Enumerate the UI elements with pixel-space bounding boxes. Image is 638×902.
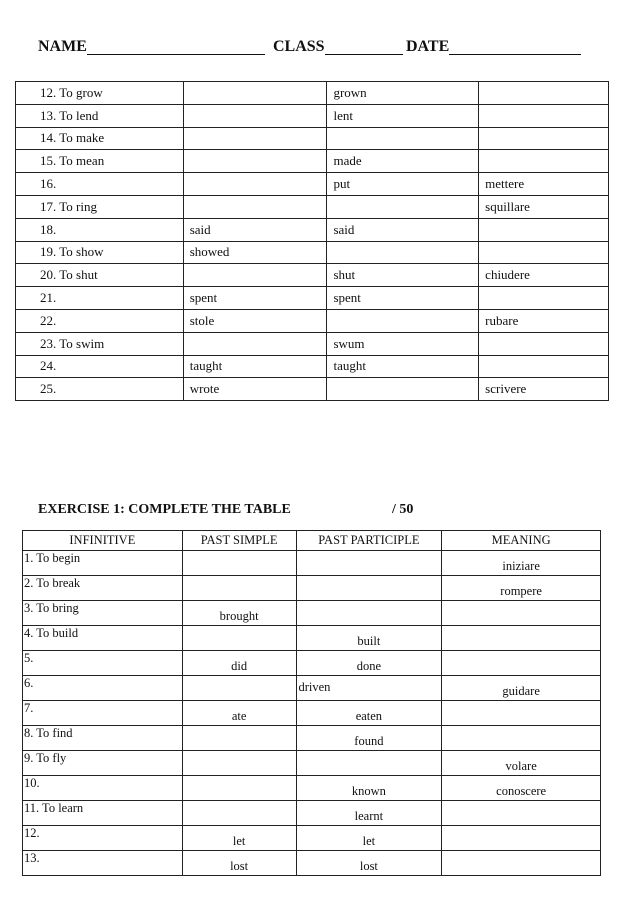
table-cell — [182, 576, 296, 601]
table-cell — [183, 82, 327, 105]
header-past-simple: PAST SIMPLE — [182, 531, 296, 551]
table-cell: did — [182, 651, 296, 676]
table-row — [23, 801, 601, 826]
table-cell: taught — [183, 355, 327, 378]
table-row — [23, 851, 601, 876]
table-cell: said — [183, 218, 327, 241]
table-cell: 17. To ring — [16, 195, 184, 218]
table-cell: 9. To fly — [23, 751, 183, 776]
table-row — [23, 751, 601, 776]
table-cell: 16. — [16, 173, 184, 196]
table-cell — [182, 626, 296, 651]
name-label: NAME — [38, 38, 87, 55]
table-cell — [479, 218, 609, 241]
table-row — [16, 355, 609, 378]
table-cell: put — [327, 173, 479, 196]
table-cell: 4. To build — [23, 626, 183, 651]
table-cell — [183, 195, 327, 218]
table-cell: let — [182, 826, 296, 851]
table-cell: let — [296, 826, 442, 851]
table-cell — [479, 82, 609, 105]
name-field — [38, 38, 87, 56]
table-cell: volare — [442, 751, 601, 776]
table-cell: 6. — [23, 676, 183, 701]
table-cell: scrivere — [479, 378, 609, 401]
table-cell: said — [327, 218, 479, 241]
table-cell: brought — [182, 601, 296, 626]
table-cell — [182, 676, 296, 701]
table-cell: 11. To learn — [23, 801, 183, 826]
table-cell: 21. — [16, 287, 184, 310]
table-cell: 3. To bring — [23, 601, 183, 626]
table-row — [23, 626, 601, 651]
table-cell: lost — [182, 851, 296, 876]
table-cell: 19. To show — [16, 241, 184, 264]
table-cell: stole — [183, 309, 327, 332]
table-cell — [442, 801, 601, 826]
table-row — [23, 651, 601, 676]
table-row — [16, 264, 609, 287]
table-cell — [479, 332, 609, 355]
header-infinitive: INFINITIVE — [23, 531, 183, 551]
table-cell: driven — [296, 676, 442, 701]
table-cell — [296, 551, 442, 576]
exercise-header-row — [23, 531, 601, 551]
table-cell — [479, 104, 609, 127]
table-cell: 24. — [16, 355, 184, 378]
table-cell: 22. — [16, 309, 184, 332]
class-blank-line — [325, 38, 403, 55]
table-cell: grown — [327, 82, 479, 105]
table-cell: 20. To shut — [16, 264, 184, 287]
table-cell — [183, 173, 327, 196]
table-cell: 7. — [23, 701, 183, 726]
table-cell: 10. — [23, 776, 183, 801]
table-cell — [296, 751, 442, 776]
table-cell — [327, 241, 479, 264]
exercise-table — [22, 530, 601, 876]
table-row — [16, 218, 609, 241]
table-cell — [479, 355, 609, 378]
table-cell: 15. To mean — [16, 150, 184, 173]
table-cell: chiudere — [479, 264, 609, 287]
table-cell: built — [296, 626, 442, 651]
table-row — [16, 173, 609, 196]
table-cell — [479, 127, 609, 150]
exercise-score: / 50 — [392, 502, 414, 517]
table-row — [16, 241, 609, 264]
table-cell: 14. To make — [16, 127, 184, 150]
table-cell — [479, 287, 609, 310]
table-cell — [183, 332, 327, 355]
table-cell: 1. To begin — [23, 551, 183, 576]
table-cell — [442, 826, 601, 851]
table-cell: 8. To find — [23, 726, 183, 751]
table-row — [16, 195, 609, 218]
table-cell: 25. — [16, 378, 184, 401]
table-cell: shut — [327, 264, 479, 287]
table-cell: found — [296, 726, 442, 751]
table-row — [23, 551, 601, 576]
table-cell: eaten — [296, 701, 442, 726]
table-cell — [442, 851, 601, 876]
table-cell: conoscere — [442, 776, 601, 801]
table-cell — [327, 127, 479, 150]
date-label: DATE — [406, 38, 450, 55]
table-row — [16, 150, 609, 173]
table-cell — [442, 701, 601, 726]
date-blank-line — [449, 38, 581, 55]
table-row — [23, 576, 601, 601]
table-cell — [182, 776, 296, 801]
table-cell — [327, 378, 479, 401]
table-row — [23, 601, 601, 626]
verbs-table-continued — [15, 81, 609, 401]
table-row — [23, 701, 601, 726]
table-cell: spent — [327, 287, 479, 310]
table-row — [16, 127, 609, 150]
table-cell — [327, 309, 479, 332]
table-cell — [182, 551, 296, 576]
table-cell: 23. To swim — [16, 332, 184, 355]
table-row — [16, 332, 609, 355]
table-cell — [182, 801, 296, 826]
table-cell: 18. — [16, 218, 184, 241]
table-row — [23, 826, 601, 851]
name-blank-line — [87, 38, 265, 55]
table-cell: ate — [182, 701, 296, 726]
table-cell: mettere — [479, 173, 609, 196]
table-cell: made — [327, 150, 479, 173]
table-cell: 12. To grow — [16, 82, 184, 105]
table-cell — [442, 626, 601, 651]
table-cell — [183, 127, 327, 150]
table-row — [16, 309, 609, 332]
table-cell — [183, 104, 327, 127]
table-cell: wrote — [183, 378, 327, 401]
table-cell: rompere — [442, 576, 601, 601]
table-cell: 2. To break — [23, 576, 183, 601]
table-cell — [183, 150, 327, 173]
table-cell — [327, 195, 479, 218]
table-row — [16, 82, 609, 105]
class-label: CLASS — [273, 38, 325, 55]
table-cell — [479, 241, 609, 264]
table-cell: learnt — [296, 801, 442, 826]
table-row — [23, 726, 601, 751]
table-cell: squillare — [479, 195, 609, 218]
table-cell: 12. — [23, 826, 183, 851]
exercise-title-block — [38, 502, 414, 518]
table-cell — [442, 726, 601, 751]
date-field — [406, 38, 449, 56]
table-row — [16, 287, 609, 310]
table-cell: spent — [183, 287, 327, 310]
table-cell: iniziare — [442, 551, 601, 576]
header-meaning: MEANING — [442, 531, 601, 551]
table-cell: rubare — [479, 309, 609, 332]
table-cell: lent — [327, 104, 479, 127]
table-cell — [182, 726, 296, 751]
table-cell — [442, 601, 601, 626]
table-cell — [479, 150, 609, 173]
table-row — [16, 104, 609, 127]
table-cell: showed — [183, 241, 327, 264]
table-cell: swum — [327, 332, 479, 355]
table-cell — [296, 576, 442, 601]
table-cell — [442, 651, 601, 676]
table-cell: guidare — [442, 676, 601, 701]
table-cell: known — [296, 776, 442, 801]
table-row — [23, 676, 601, 701]
table-cell: lost — [296, 851, 442, 876]
table-row — [16, 378, 609, 401]
table-cell: done — [296, 651, 442, 676]
exercise-title: EXERCISE 1: COMPLETE THE TABLE — [38, 502, 291, 517]
table-cell: 5. — [23, 651, 183, 676]
table-cell: 13. To lend — [16, 104, 184, 127]
table-cell — [296, 601, 442, 626]
table-cell: taught — [327, 355, 479, 378]
class-field — [273, 38, 325, 56]
table-cell: 13. — [23, 851, 183, 876]
table-row — [23, 776, 601, 801]
table-cell — [183, 264, 327, 287]
table-cell — [182, 751, 296, 776]
header-past-participle: PAST PARTICIPLE — [296, 531, 442, 551]
